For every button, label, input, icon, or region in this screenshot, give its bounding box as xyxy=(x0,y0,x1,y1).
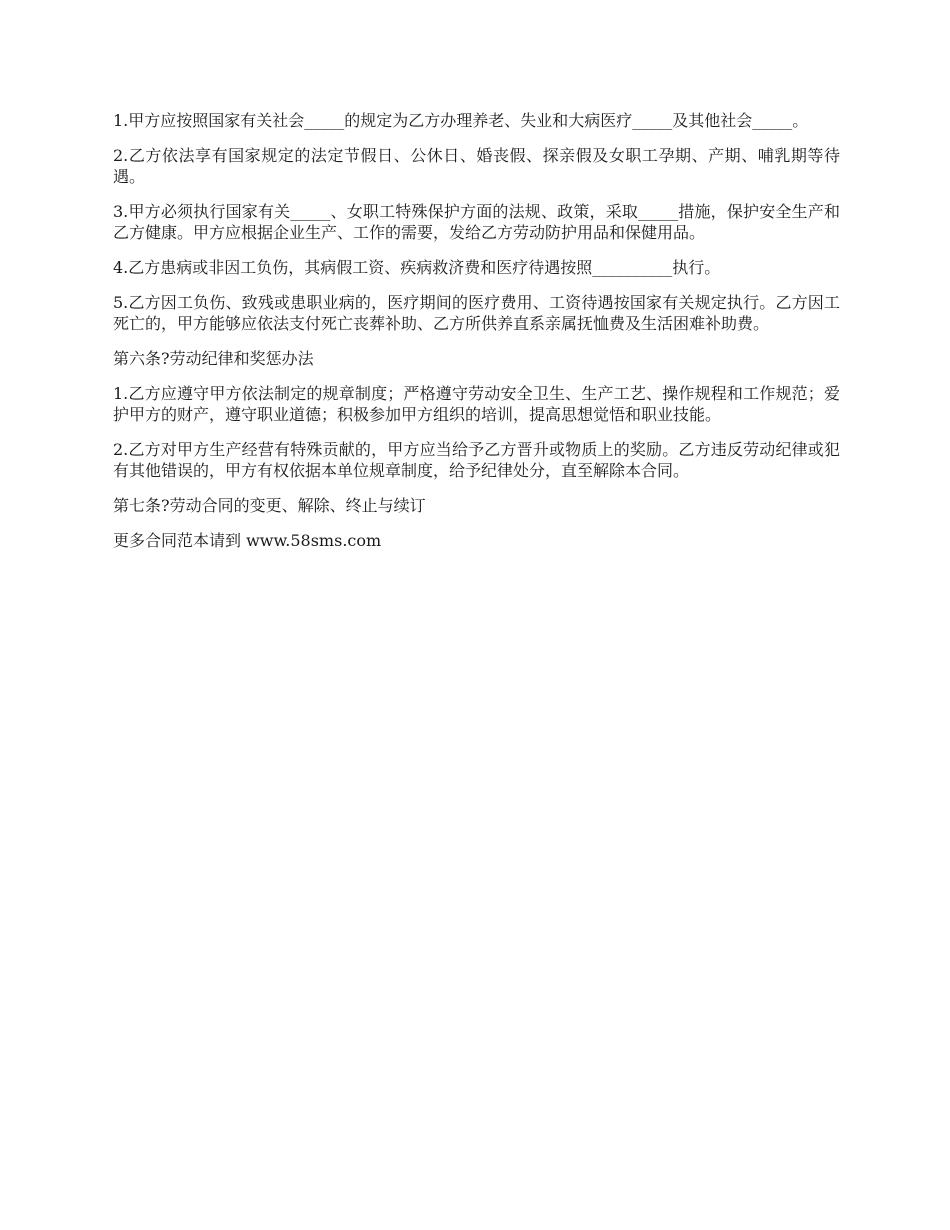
paragraph-labor-protection: 3.甲方必须执行国家有关_____、女职工特殊保护方面的法规、政策，采取_____措施，保护安全生产和乙方健康。甲方应根据企业生产、工作的需要，发给乙方劳动防护用品和保健用品。 xyxy=(113,202,840,242)
paragraph-holidays: 2.乙方依法享有国家规定的法定节假日、公休日、婚丧假、探亲假及女职工孕期、产期、哺乳期等待遇。 xyxy=(113,146,840,186)
paragraph-social-insurance: 1.甲方应按照国家有关社会_____的规定为乙方办理养老、失业和大病医疗_____及其他社会_____。 xyxy=(113,111,809,130)
paragraph-discipline: 1.乙方应遵守甲方依法制定的规章制度；严格遵守劳动安全卫生、生产工艺、操作规程和工作规范；爱护甲方的财产，遵守职业道德；积极参加甲方组织的培训，提高思想觉悟和职业技能。 xyxy=(113,384,840,424)
paragraph-rewards-penalties: 2.乙方对甲方生产经营有特殊贡献的，甲方应当给予乙方晋升或物质上的奖励。乙方违反劳动纪律或犯有其他错误的，甲方有权依据本单位规章制度，给予纪律处分，直至解除本合同。 xyxy=(113,440,840,480)
footer-link-text: 更多合同范本请到 www.58sms.com xyxy=(113,531,382,550)
paragraph-work-injury: 5.乙方因工负伤、致残或患职业病的，医疗期间的医疗费用、工资待遇按国家有关规定执行。乙方因工死亡的，甲方能够应依法支付死亡丧葬补助、乙方所供养直系亲属抚恤费及生活困难补助费。 xyxy=(113,293,840,333)
section-heading-article-7: 第七条?劳动合同的变更、解除、终止与续订 xyxy=(113,496,426,515)
document-page xyxy=(113,110,840,565)
paragraph-sick-leave: 4.乙方患病或非因工负伤，其病假工资、疾病救济费和医疗待遇按照__________执行。 xyxy=(113,258,721,277)
section-heading-article-6: 第六条?劳动纪律和奖惩办法 xyxy=(113,349,314,368)
